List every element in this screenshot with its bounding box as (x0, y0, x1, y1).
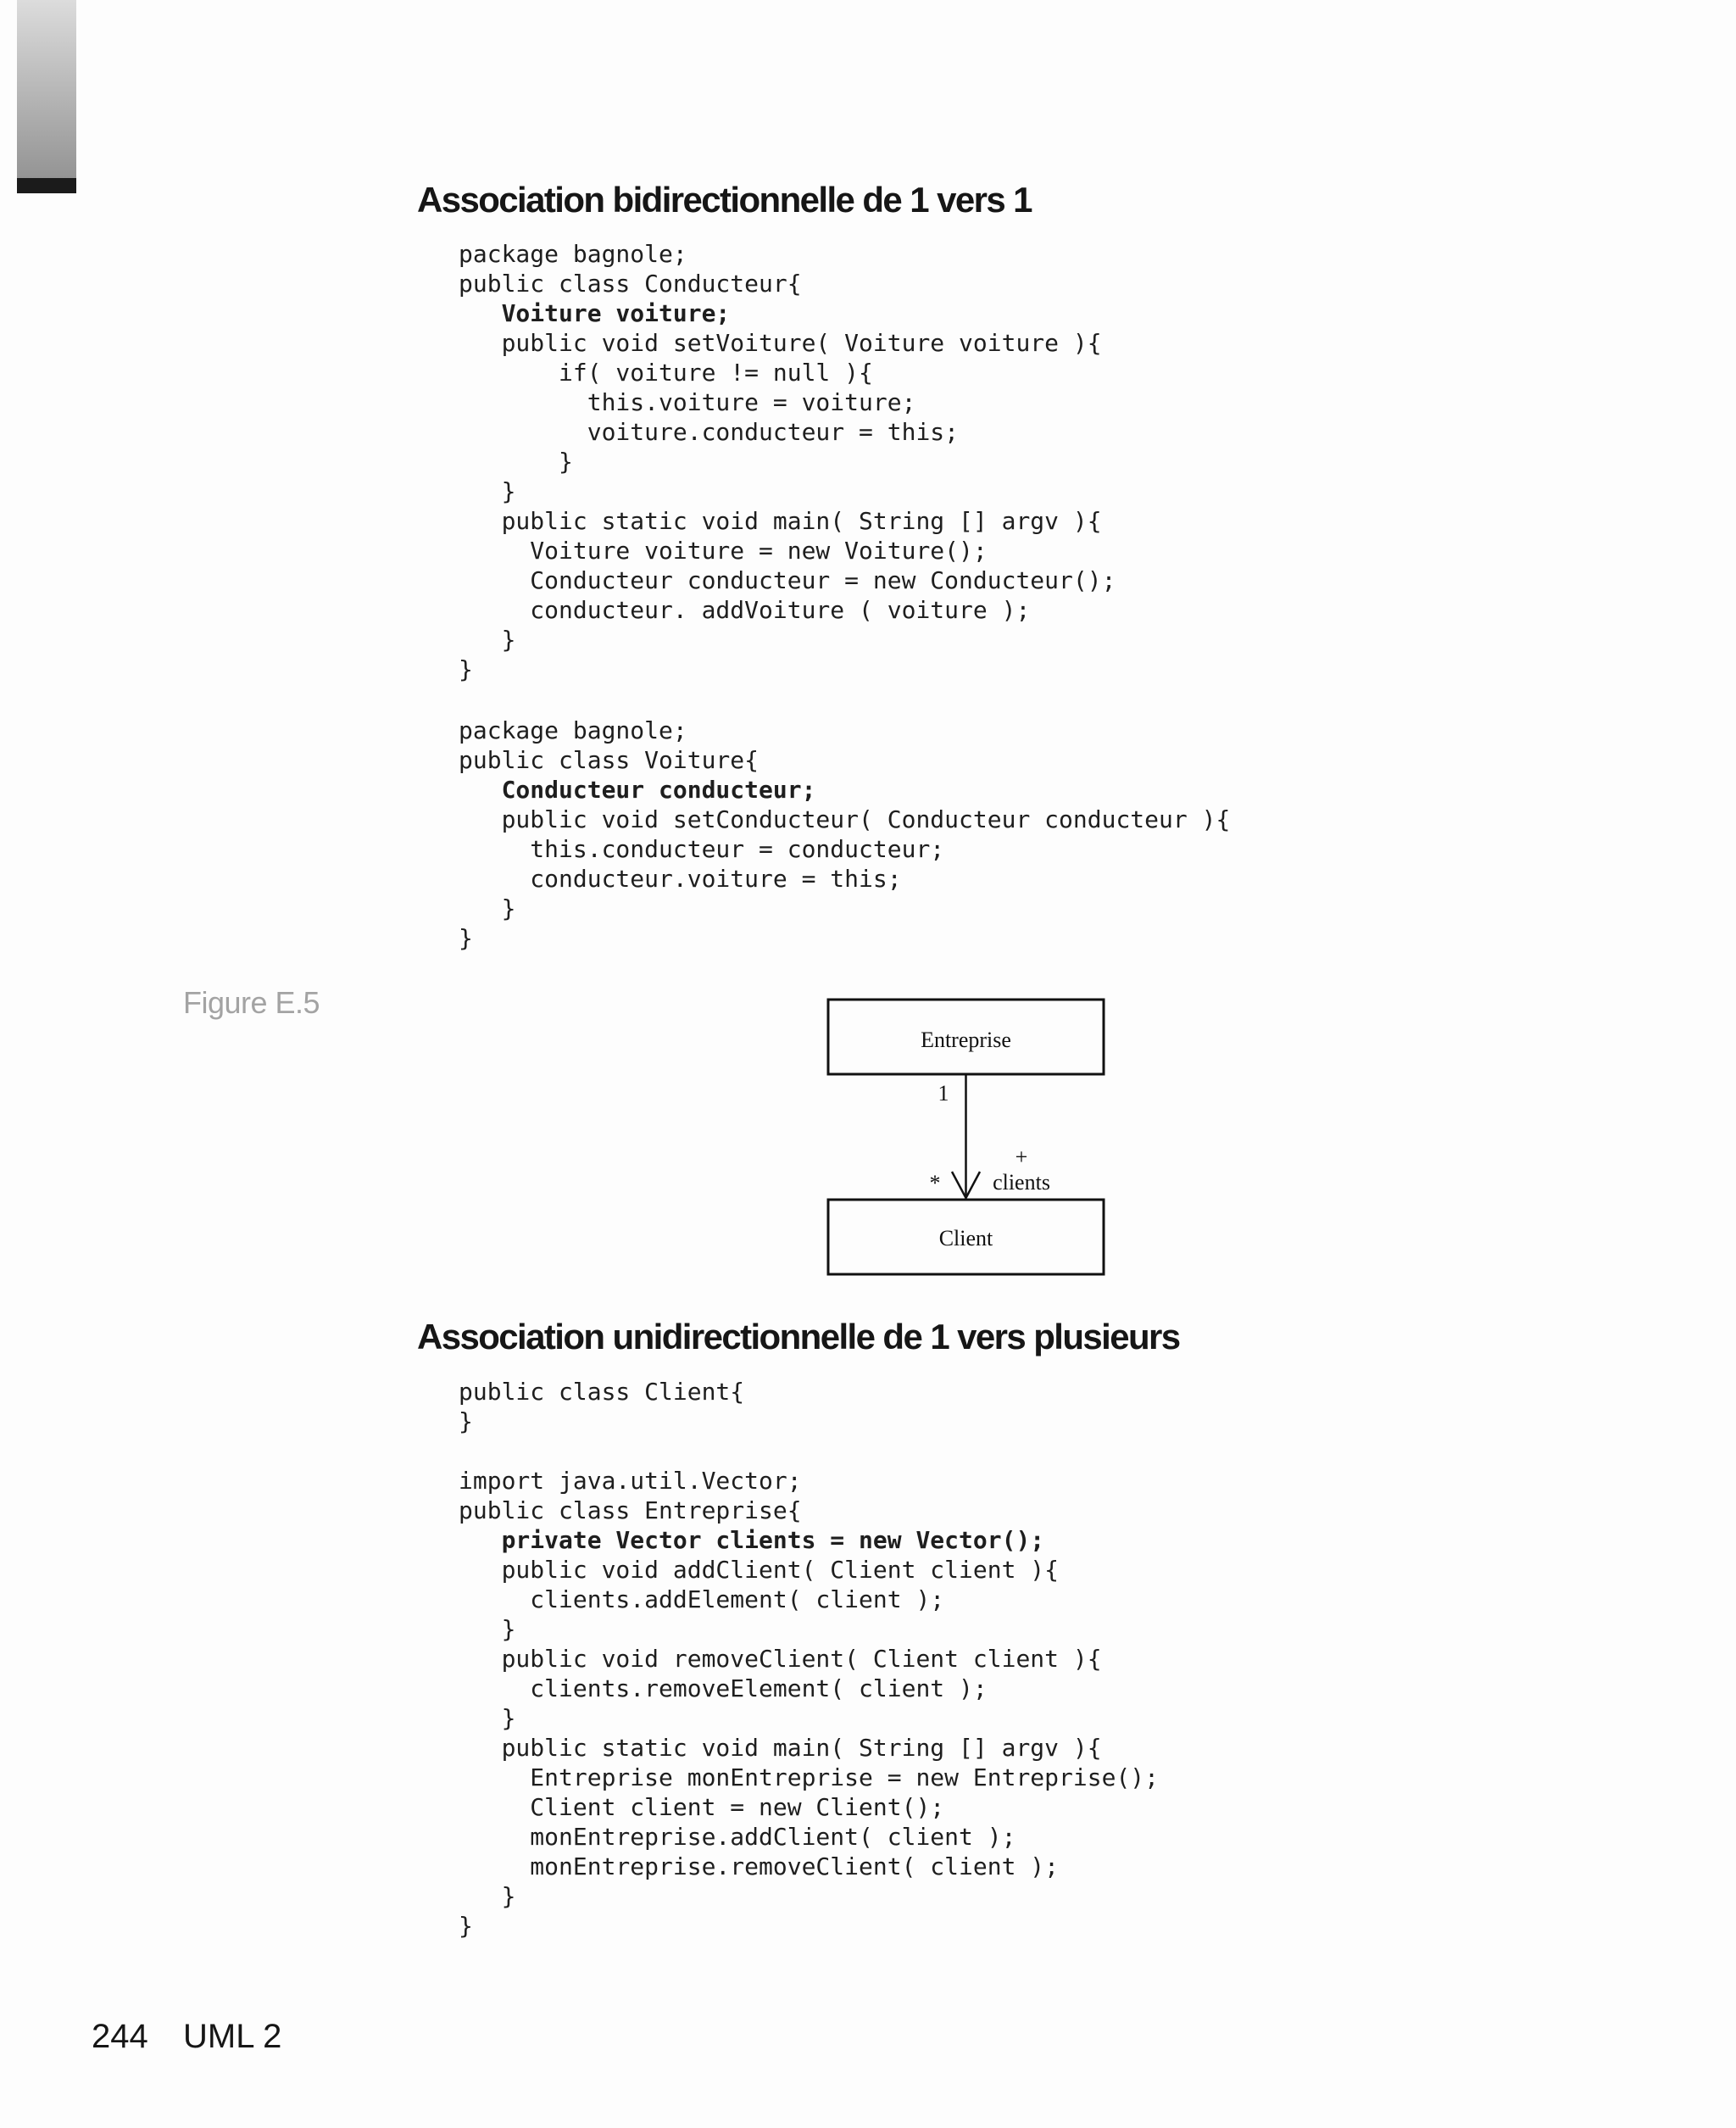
code-line: } (459, 1704, 516, 1732)
code-line: Conducteur conducteur = new Conducteur(); (459, 566, 1116, 594)
code-line: monEntreprise.addClient( client ); (459, 1823, 1016, 1851)
code-line: } (459, 626, 516, 654)
code-line: Voiture voiture; (459, 299, 731, 327)
page-number: 244 (92, 2018, 148, 2055)
role-name: clients (993, 1170, 1050, 1195)
code-line: public class Client{ (459, 1378, 745, 1406)
code-line: package bagnole; (459, 240, 687, 268)
code-line: } (459, 1615, 516, 1643)
code-line: } (459, 655, 473, 683)
code-line: } (459, 1407, 473, 1435)
multiplicity-target: * (929, 1171, 941, 1195)
code-line: monEntreprise.removeClient( client ); (459, 1852, 1060, 1880)
code-line: public void addClient( Client client ){ (459, 1556, 1060, 1584)
code-line: public void setConducteur( Conducteur conducteur ){ (459, 805, 1231, 833)
code-listing-client (459, 1377, 744, 1436)
heading-bidirectional: Association bidirectionnelle de 1 vers 1 (417, 180, 1032, 220)
code-line: public void removeClient( Client client ){ (459, 1645, 1102, 1673)
code-line: public static void main( String [] argv ){ (459, 507, 1102, 535)
heading-unidirectional: Association unidirectionnelle de 1 vers plusieurs (417, 1317, 1180, 1356)
code-line: Client client = new Client(); (459, 1793, 945, 1821)
code-line: package bagnole; (459, 716, 687, 744)
multiplicity-source: 1 (938, 1081, 949, 1106)
code-line: Voiture voiture = new Voiture(); (459, 537, 988, 565)
code-line: Conducteur conducteur; (459, 776, 816, 804)
code-line: conducteur. addVoiture ( voiture ); (459, 596, 1031, 624)
class-name-entreprise: Entreprise (921, 1028, 1011, 1052)
code-line: } (459, 1912, 473, 1940)
code-line: private Vector clients = new Vector(); (459, 1526, 1045, 1554)
code-line: public class Entreprise{ (459, 1496, 802, 1524)
book-title: UML 2 (183, 2018, 282, 2055)
code-line: } (459, 477, 516, 505)
code-line: clients.removeElement( client ); (459, 1674, 988, 1702)
code-line: conducteur.voiture = this; (459, 865, 902, 893)
code-line: public class Conducteur{ (459, 270, 802, 298)
code-line: import java.util.Vector; (459, 1467, 802, 1495)
code-line: this.voiture = voiture; (459, 388, 916, 416)
class-name-client: Client (938, 1226, 993, 1251)
code-line: } (459, 448, 573, 476)
code-line: Entreprise monEntreprise = new Entreprise(); (459, 1763, 1160, 1791)
code-listing-entreprise (459, 1466, 1159, 1941)
code-line: if( voiture != null ){ (459, 359, 873, 387)
code-line: public class Voiture{ (459, 746, 760, 774)
code-line: public void setVoiture( Voiture voiture ){ (459, 329, 1102, 357)
code-line: public static void main( String [] argv ){ (459, 1734, 1102, 1762)
role-visibility: + (1015, 1145, 1028, 1169)
code-line: } (459, 894, 516, 922)
figure-label: Figure E.5 (183, 985, 320, 1020)
code-line: } (459, 924, 473, 952)
code-line: } (459, 1882, 516, 1910)
code-line: this.conducteur = conducteur; (459, 835, 945, 863)
code-line: voiture.conducteur = this; (459, 418, 960, 446)
code-line: clients.addElement( client ); (459, 1585, 945, 1613)
